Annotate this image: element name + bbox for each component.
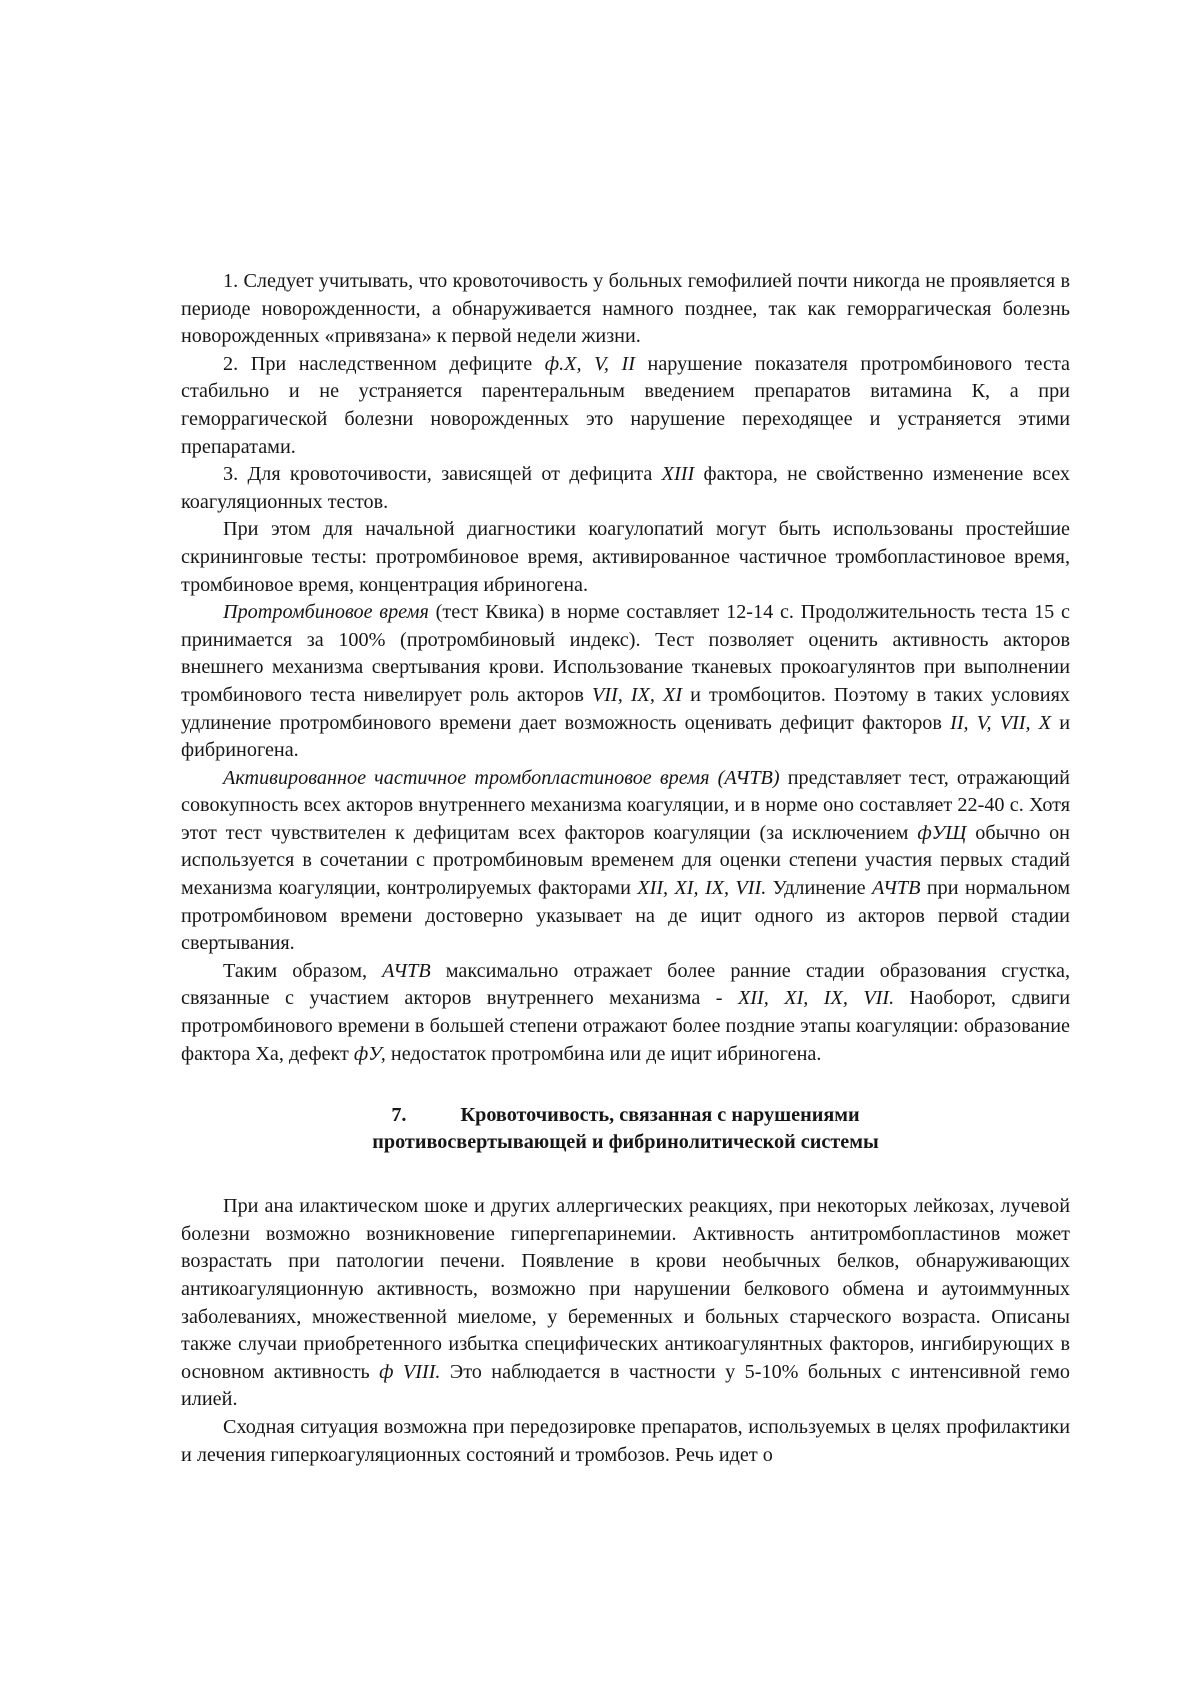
section-title-line-1: Кровоточивость, связанная с нарушениями (460, 1104, 860, 1127)
paragraph-text: при нормальном протромбиновом времени достоверно указывает на де ицит одного из акторов первой стадии свертывания. (181, 877, 1070, 955)
paragraph-text: 3. Для кровоточивости, зависящей от дефицита (223, 463, 662, 486)
paragraph-text: 1. Следует учитывать, что кровоточивость у больных гемофилией почти никогда не проявляется в периоде новорожденности, а обнаруживается намного позднее, так как геморрагическая болезнь новорожденных «привязана» к первой недели жизни. (181, 270, 1070, 348)
italic-text: XIII (661, 463, 695, 486)
paragraph (181, 1193, 1070, 1414)
paragraph (181, 516, 1070, 599)
body-text-top (181, 268, 1070, 1068)
paragraph (181, 599, 1070, 765)
paragraph-text: Таким образом, (223, 959, 383, 982)
paragraph-text: Сходная ситуация возможна при передозировке препаратов, используемых в целях профилактики и лечения гиперкоагуляционных состояний и тромбозов. Речь идет о (181, 1415, 1070, 1466)
italic-text: фУЩ (917, 821, 967, 844)
italic-text: XII, XI, IX, VII. (637, 877, 767, 900)
paragraph-text: фактора, не свойственно изменение всех коагуляционных тестов. (181, 463, 1071, 513)
italic-text: ф VIII. (379, 1360, 441, 1383)
paragraph-text: Наоборот, сдвиги протромбинового времени в большей степени отражают более поздние этапы коагуляции: образование фактора Ха, дефект (181, 987, 1071, 1065)
body-text-bottom (181, 1193, 1070, 1469)
italic-text: VII, IX, XI (591, 683, 683, 706)
paragraph-text: При ана илактическом шоке и других аллергических реакциях, при некоторых лейкозах, лучевой болезни возможно возникновение гипергепаринемии. Активность антитромбопластинов может возрастать при патологии печени. Появление в крови необычных белков, обнаруживающих антикоагуляционную активность, возможно при нарушении белкового обмена и аутоиммунных заболеваниях, множественной миеломе, у беременных и больных старческого возраста. Описаны также случаи приобретенного избытка специфических антикоагулянтных факторов, ингибирующих в основном активность (181, 1195, 1070, 1383)
paragraph-text: недостаток протромбина или де ицит ибриногена. (385, 1042, 822, 1065)
italic-text: Активированное частичное тромбопластиновое время (АЧТВ) (223, 766, 780, 789)
paragraph-text: максимально отражает более ранние стадии образования сгустка, связанные с участием акторов внутреннего механизма - (181, 959, 1070, 1010)
paragraph (181, 765, 1070, 958)
paragraph-text: (тест Квика) в норме составляет 12-14 с. Продолжительность теста 15 с принимается за 100% (протромбиновый индекс). Тест позволяет оценить активность акторов внешнего механизма свертывания крови. Использование тканевых прокоагулянтов при выполнении тромбинового теста нивелирует роль акторов (181, 601, 1070, 706)
section-heading (181, 1102, 1070, 1156)
paragraph (181, 268, 1070, 351)
paragraph-text: и тромбоцитов. Поэтому в таких условиях удлинение протромбинового времени дает возможность оценивать дефицит факторов (181, 683, 1070, 734)
paragraph-text: Удлинение (766, 877, 872, 900)
paragraph-text: При этом для начальной диагностики коагулопатий могут быть использованы простейшие скрининговые тесты: протромбиновое время, активированное частичное тромбопластиновое время, тромбиновое время, концентрация ибриногена. (181, 518, 1070, 596)
italic-text: фУ, (353, 1042, 386, 1065)
section-number: 7. (391, 1104, 407, 1127)
paragraph-text: 2. При наследственном дефиците (223, 352, 545, 375)
paragraph-text: нарушение показателя протромбинового теста стабильно и не устраняется парентеральным введением препаратов витамина К, а при геморрагической болезни новорожденных это нарушение переходящее и устраняется этими препаратами. (181, 352, 1070, 458)
paragraph (181, 461, 1070, 516)
italic-text: АЧТВ (871, 877, 921, 900)
italic-text: II, V, VII, X (950, 711, 1052, 734)
paragraph-text: обычно он используется в сочетании с протромбиновым временем для оценки степени участия первых стадий механизма коагуляции, контролируемых факторами (181, 821, 1070, 900)
section-title-line-2: противосвертывающей и фибринолитической системы (372, 1131, 879, 1154)
paragraph (181, 351, 1070, 461)
italic-text: XII, XI, IX, VII. (737, 987, 895, 1010)
paragraph-text: Это наблюдается в частности у 5-10% больных с интенсивной гемо илией. (181, 1360, 1070, 1411)
document-page (181, 268, 1070, 1469)
paragraph-text: представляет тест, отражающий совокупность всех акторов внутреннего механизма коагуляции, и в норме оно составляет 22-40 с. Хотя этот тест чувствителен к дефицитам всех факторов коагуляции (за исключением (181, 766, 1070, 844)
section-heading-line-1 (181, 1102, 1070, 1129)
italic-text: ф.X, V, II (544, 352, 635, 375)
paragraph (181, 958, 1070, 1068)
paragraph-text: и фибриногена. (181, 711, 1071, 762)
paragraph (181, 1414, 1070, 1469)
italic-text: Протромбиновое время (223, 601, 429, 624)
italic-text: АЧТВ (382, 959, 431, 982)
